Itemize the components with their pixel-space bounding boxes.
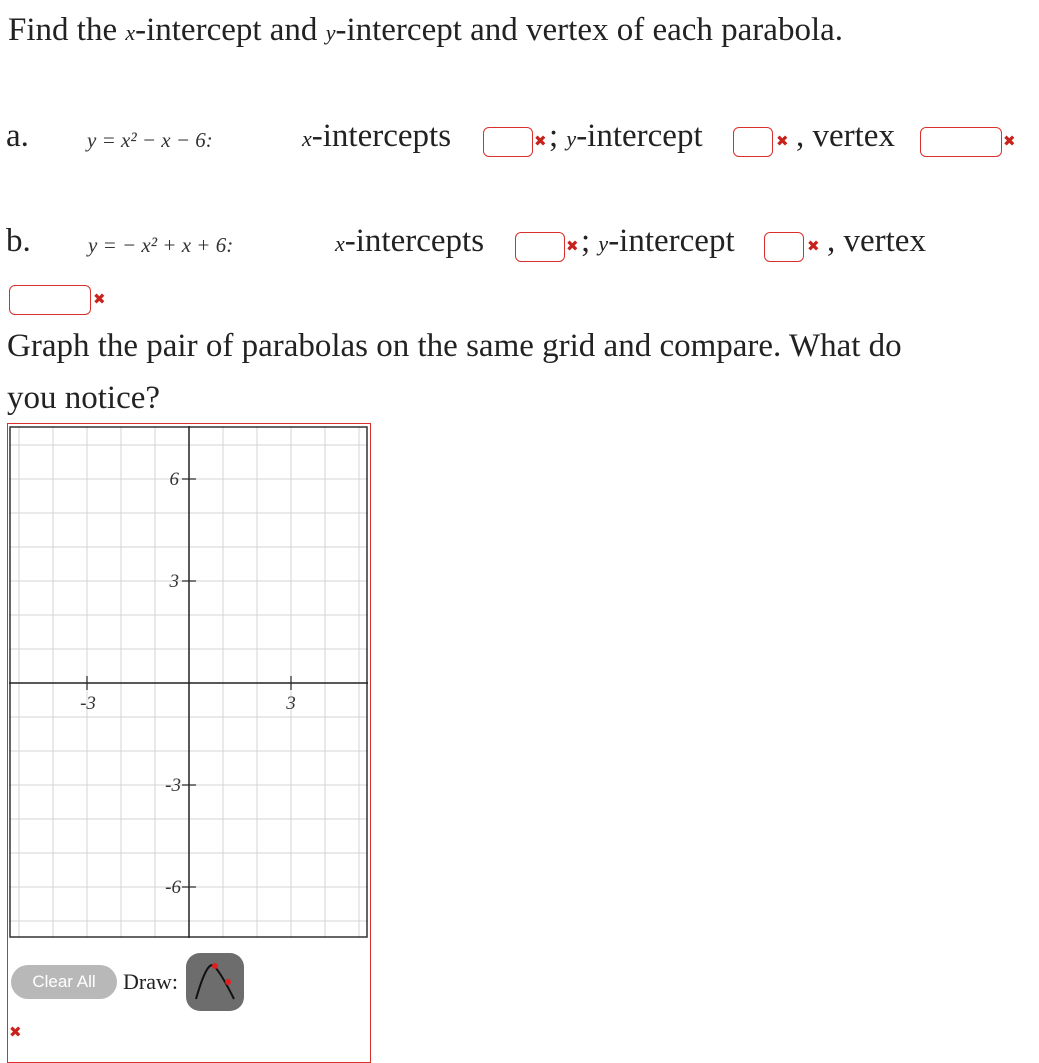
graph-error-icon: ✖ <box>9 1023 22 1041</box>
part-a-x-intercepts-input[interactable] <box>483 127 533 157</box>
part-b-vertex-input[interactable] <box>9 285 91 315</box>
part-b-separator: ; <box>581 223 599 259</box>
part-a-y-int-text: -intercept <box>576 118 703 154</box>
instruction-x-var: x <box>125 20 136 45</box>
x-tick-label-neg3: -3 <box>80 693 96 714</box>
part-a-y-var: y <box>566 126 577 151</box>
part-b-vertex-error-icon: ✖ <box>93 290 106 308</box>
y-tick-label-3: 3 <box>169 571 179 592</box>
graph-canvas[interactable] <box>9 426 368 938</box>
part-b-equation: y = − x² + x + 6: <box>88 233 234 257</box>
instruction-pre: Find the <box>8 12 126 48</box>
graph-prompt-line2: you notice? <box>7 380 161 416</box>
part-b-y-int-text: -intercept <box>608 223 735 259</box>
part-a-equation: y = x² − x − 6: <box>87 128 213 152</box>
clear-all-button[interactable]: Clear All <box>11 965 117 999</box>
y-tick-label-neg3: -3 <box>165 775 181 796</box>
draw-label: Draw: <box>123 969 178 994</box>
part-b-y-int-label <box>581 221 735 264</box>
part-a-x-var: x <box>302 126 312 151</box>
instruction-mid: -intercept and <box>135 12 326 48</box>
instruction-post: -intercept and vertex of each parabola. <box>335 12 844 48</box>
part-a-x-intercepts-error-icon: ✖ <box>534 132 547 150</box>
part-b-x-intercepts-input[interactable] <box>515 232 565 262</box>
part-b-x-var: x <box>335 231 345 256</box>
y-tick-label-neg6: -6 <box>165 877 181 898</box>
part-a-separator: ; <box>549 118 567 154</box>
part-a-vertex-label: , vertex <box>796 118 895 154</box>
part-a-vertex-input[interactable] <box>920 127 1002 157</box>
x-tick-label-3: 3 <box>286 693 296 714</box>
parabola-tool-button[interactable] <box>186 953 244 1011</box>
part-b-y-var: y <box>598 231 609 256</box>
part-b-x-int-text: -intercepts <box>344 223 485 259</box>
part-b-x-intercepts-error-icon: ✖ <box>566 237 579 255</box>
part-a-x-int-label <box>302 116 451 159</box>
parabola-icon <box>186 953 244 1011</box>
instruction-text <box>8 10 843 53</box>
part-a-y-intercept-input[interactable] <box>733 127 773 157</box>
graph-prompt-line1: Graph the pair of parabolas on the same grid and compare. What do <box>7 328 902 364</box>
part-b-label: b. <box>6 223 31 259</box>
part-a-y-intercept-error-icon: ✖ <box>776 132 789 150</box>
part-a-x-int-text: -intercepts <box>311 118 452 154</box>
instruction-y-var: y <box>325 20 336 45</box>
part-a-y-int-label <box>549 116 703 159</box>
part-b-vertex-label: , vertex <box>827 223 926 259</box>
part-a-label: a. <box>6 118 29 154</box>
part-b-x-int-label <box>335 221 484 264</box>
part-b-y-intercept-input[interactable] <box>764 232 804 262</box>
part-b-y-intercept-error-icon: ✖ <box>807 237 820 255</box>
part-a-vertex-error-icon: ✖ <box>1003 132 1016 150</box>
y-tick-label-6: 6 <box>169 469 179 490</box>
